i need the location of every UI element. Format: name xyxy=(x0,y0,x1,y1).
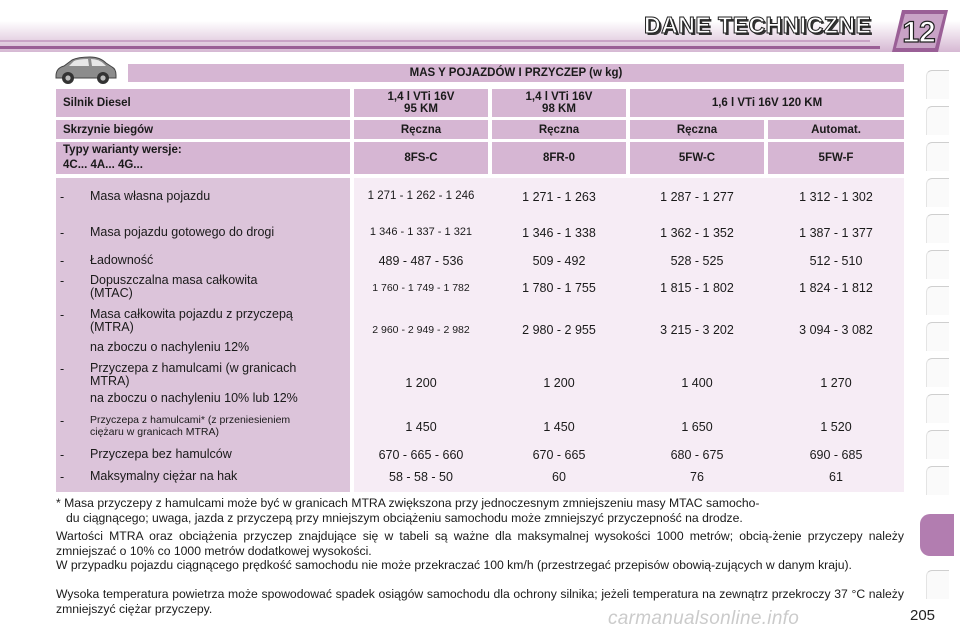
gearbox-col-4: Automat. xyxy=(768,120,904,139)
row-label: Przyczepa z hamulcami (w granicach MTRA) xyxy=(90,361,297,388)
chapter-number: 12 xyxy=(902,16,936,49)
row-value: 61 xyxy=(829,470,843,484)
row-value: 1 346 - 1 337 - 1 321 xyxy=(369,226,473,238)
row-dash: - xyxy=(60,470,65,484)
row-value: 670 - 665 xyxy=(532,448,586,462)
footnote-line-2: du ciągnącego; uwaga, jazda z przyczepą przy mniejszym obciążeniu samochodu może zmniejszyć przyczepność na drodze. xyxy=(66,510,743,525)
type-col-4: 5FW-F xyxy=(768,142,904,174)
chapter-tab[interactable] xyxy=(926,142,949,171)
header-line xyxy=(0,46,880,49)
row-dash: - xyxy=(60,362,65,376)
row-value: 1 815 - 1 802 xyxy=(660,281,734,295)
row-sublabel: na zboczu o nachyleniu 10% lub 12% xyxy=(90,391,298,405)
row-value: 1 400 xyxy=(681,376,713,390)
row-value: 1 312 - 1 302 xyxy=(799,190,873,204)
row-value: 690 - 685 xyxy=(809,448,863,462)
row-value: 1 520 xyxy=(820,420,852,434)
row-value: 1 387 - 1 377 xyxy=(799,226,873,240)
row-label: Ładowność xyxy=(90,253,154,267)
chapter-tab[interactable] xyxy=(926,358,949,387)
gearbox-col-2: Ręczna xyxy=(492,120,626,139)
row-value: 512 - 510 xyxy=(809,254,863,268)
chapter-tab[interactable] xyxy=(926,394,949,423)
gearbox-label: Skrzynie biegów xyxy=(56,120,350,139)
row-label: Przyczepa z hamulcami* (z przeniesieniem ciężaru w granicach MTRA) xyxy=(90,414,291,438)
chapter-tabs xyxy=(926,70,960,630)
row-value: 1 346 - 1 338 xyxy=(522,226,596,240)
row-value: 1 271 - 1 263 xyxy=(522,190,596,204)
gearbox-col-3: Ręczna xyxy=(630,120,764,139)
page-number: 205 xyxy=(910,607,936,624)
row-value: 1 200 xyxy=(405,376,437,390)
row-value: 1 650 xyxy=(681,420,713,434)
row-value: 1 362 - 1 352 xyxy=(660,226,734,240)
types-label-line-1: Typy warianty wersje: xyxy=(63,144,182,156)
footnote xyxy=(56,496,904,525)
row-value: 58 - 58 - 50 xyxy=(389,470,453,484)
type-col-2: 8FR-0 xyxy=(492,142,626,174)
row-value: 60 xyxy=(552,470,566,484)
row-value: 528 - 525 xyxy=(670,254,724,268)
row-label: Masa własna pojazdu xyxy=(90,189,211,203)
chapter-tab[interactable] xyxy=(926,286,949,315)
chapter-tab[interactable] xyxy=(926,70,949,99)
row-value: 670 - 665 - 660 xyxy=(378,448,464,462)
row-value: 1 450 xyxy=(405,420,437,434)
row-value: 1 271 - 1 262 - 1 246 xyxy=(367,190,475,202)
type-col-3: 5FW-C xyxy=(630,142,764,174)
row-value: 3 215 - 3 202 xyxy=(660,323,734,337)
footnote-line-1: * Masa przyczepy z hamulcami może być w granicach MTRA zwiększona przy jednoczesnym zmniejszeniu masy MTAC samocho- xyxy=(56,496,760,510)
chapter-tab[interactable] xyxy=(926,214,949,243)
row-dash: - xyxy=(60,254,65,268)
row-value: 76 xyxy=(690,470,704,484)
row-label: Maksymalny ciężar na hak xyxy=(90,469,238,483)
row-value: 2 960 - 2 949 - 2 982 xyxy=(372,324,470,336)
engine-col-2: 1,4 l VTi 16V 98 KM xyxy=(492,89,626,117)
chapter-tab[interactable] xyxy=(926,570,949,599)
row-value: 680 - 675 xyxy=(670,448,724,462)
row-value: 1 200 xyxy=(543,376,575,390)
types-label xyxy=(56,142,350,174)
chapter-tab[interactable] xyxy=(926,322,949,351)
row-value: 1 780 - 1 755 xyxy=(522,281,596,295)
chapter-tab[interactable] xyxy=(926,106,949,135)
page-title: DANE TECHNICZNE xyxy=(644,12,872,38)
paragraph-speed: W przypadku pojazdu ciągnącego prędkość samochodu nie może przekraczać 100 km/h (przestrzegać przepisów obowią-zujących w danym kraju). xyxy=(56,558,852,572)
type-col-1: 8FS-C xyxy=(354,142,488,174)
chapter-tab[interactable] xyxy=(926,430,949,459)
engine-col-3: 1,6 l VTi 16V 120 KM xyxy=(630,89,904,117)
paragraph-temperature: Wysoka temperatura powietrza może spowodować spadek osiągów samochodu dla ochrony silnika; jeżeli temperatura na zewnątrz przekroczy 37 °C należy zmniejszyć ciężar przyczepy. xyxy=(56,587,904,616)
chapter-tab-active[interactable] xyxy=(920,514,954,556)
row-dash: - xyxy=(60,308,65,322)
row-value: 1 824 - 1 812 xyxy=(799,281,873,295)
row-sublabel: na zboczu o nachyleniu 12% xyxy=(90,340,250,354)
row-label: Przyczepa bez hamulców xyxy=(90,447,232,461)
row-dash: - xyxy=(60,414,65,428)
row-dash: - xyxy=(60,190,65,204)
chapter-tab[interactable] xyxy=(926,178,949,207)
chapter-tab[interactable] xyxy=(926,466,949,495)
row-value: 489 - 487 - 536 xyxy=(378,254,464,268)
car-icon xyxy=(52,54,118,86)
row-dash: - xyxy=(60,226,65,240)
row-value: 1 450 xyxy=(543,420,575,434)
row-value: 2 980 - 2 955 xyxy=(522,323,596,337)
row-dash: - xyxy=(60,448,65,462)
table-caption: MAS Y POJAZDÓW I PRZYCZEP (w kg) xyxy=(128,64,904,82)
chapter-badge xyxy=(888,6,950,58)
header-line-light xyxy=(0,40,870,42)
row-dash: - xyxy=(60,274,65,288)
row-value: 509 - 492 xyxy=(532,254,586,268)
gearbox-col-1: Ręczna xyxy=(354,120,488,139)
row-label: Masa całkowita pojazdu z przyczepą (MTRA) xyxy=(90,307,293,334)
row-label: Dopuszczalna masa całkowita (MTAC) xyxy=(90,273,258,300)
row-label: Masa pojazdu gotowego do drogi xyxy=(90,225,275,239)
types-label-line-2: 4C... 4A... 4G... xyxy=(63,159,143,171)
row-value: 1 270 xyxy=(820,376,852,390)
engine-col-1: 1,4 l VTi 16V 95 KM xyxy=(354,89,488,117)
engine-label: Silnik Diesel xyxy=(56,89,350,117)
chapter-tab[interactable] xyxy=(926,250,949,279)
row-value: 3 094 - 3 082 xyxy=(799,323,873,337)
paragraph-altitude: Wartości MTRA oraz obciążenia przyczep znajdujące się w tabeli są ważne dla maksymalnej wysokości 1000 metrów; obcią-żenie przyczepy należy zmniejszać o 10% co 1000 metrów dodatkowej wysokości. xyxy=(56,529,904,558)
watermark: carmanualsonline.info xyxy=(608,608,800,629)
row-value: 1 760 - 1 749 - 1 782 xyxy=(372,282,470,294)
row-value: 1 287 - 1 277 xyxy=(660,190,734,204)
